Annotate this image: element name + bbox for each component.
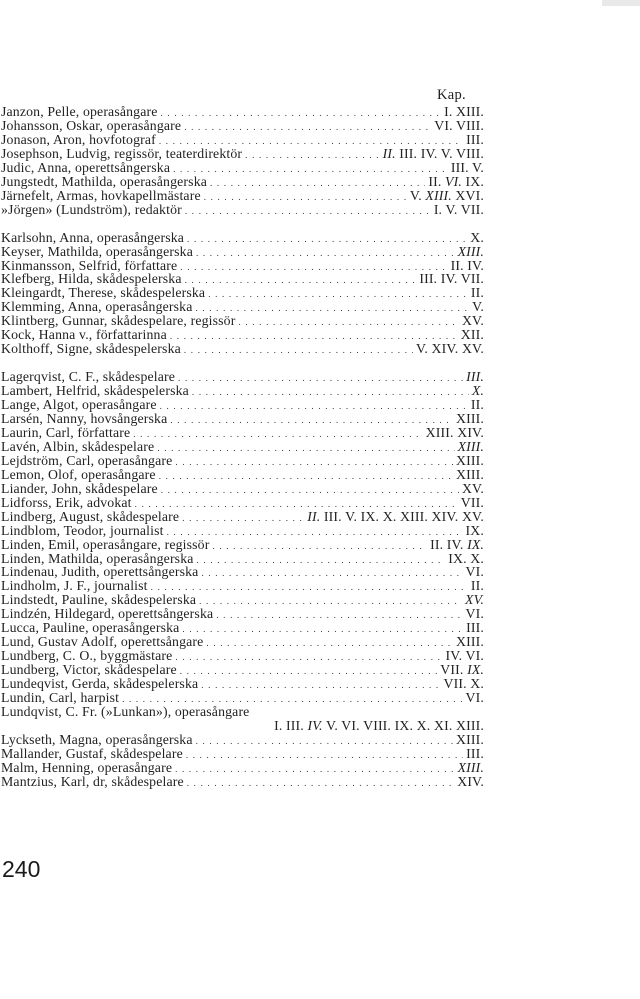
index-entry xyxy=(1,411,484,426)
chapter-ref: XII. xyxy=(460,327,484,343)
index-entry xyxy=(1,606,484,621)
entry-name: Linden, Emil, operasångare, regissör xyxy=(1,536,210,552)
index-entry xyxy=(1,453,484,468)
index-entry xyxy=(1,634,484,649)
chapter-ref: XV. xyxy=(461,313,484,329)
chapter-ref: III. xyxy=(466,745,484,761)
chapter-ref: III. xyxy=(466,369,484,385)
chapter-ref: XVI. xyxy=(451,187,484,203)
index-entry xyxy=(1,746,484,761)
chapter-ref: V. VI. VIII. IX. X. XI. XIII. xyxy=(322,717,484,733)
chapter-refs xyxy=(462,481,484,496)
entry-name: Lundqvist, C. Fr. (»Lunkan»), operasångare xyxy=(1,703,250,719)
chapter-ref: V. xyxy=(472,299,484,315)
chapter-ref: XIII. xyxy=(456,452,484,468)
chapter-refs xyxy=(458,760,484,775)
index-entry xyxy=(1,439,484,454)
index-entry xyxy=(1,104,484,119)
entry-name: Lagerqvist, C. F., skådespelare xyxy=(1,369,176,385)
chapter-refs xyxy=(466,523,484,538)
index-entry xyxy=(1,774,484,789)
index-entry xyxy=(1,174,484,189)
dot-leader xyxy=(187,774,454,791)
index-entry xyxy=(1,537,484,552)
chapter-refs xyxy=(472,299,484,314)
entry-name: Lindzén, Hildegard, operettsångerska xyxy=(1,606,214,622)
chapter-refs xyxy=(471,285,484,300)
chapter-refs xyxy=(456,467,484,482)
chapter-refs xyxy=(419,271,484,286)
chapter-refs xyxy=(383,146,484,161)
entry-name: Laurin, Carl, författare xyxy=(1,424,131,440)
entry-name: Janzon, Pelle, operasångare xyxy=(1,104,158,119)
chapter-ref: XIII. xyxy=(457,759,484,775)
entry-name: Linden, Mathilda, operasångerska xyxy=(1,550,194,566)
chapter-ref: IX. X. xyxy=(448,550,484,566)
chapter-refs xyxy=(471,578,484,593)
entry-name: Lejdström, Carl, operasångare xyxy=(1,452,173,468)
chapter-refs xyxy=(466,132,484,147)
chapter-refs xyxy=(466,746,484,761)
chapter-ref: VII. xyxy=(440,662,468,678)
entry-name: Josephson, Ludvig, regissör, teaterdirektör xyxy=(1,145,243,161)
entry-name: Lidforss, Erik, advokat xyxy=(1,494,132,510)
chapter-refs-continued xyxy=(179,718,484,733)
chapter-refs xyxy=(466,690,484,705)
chapter-ref: III. V. IX. X. XIII. XIV. XV. xyxy=(320,508,484,524)
chapter-refs xyxy=(462,313,484,328)
chapter-ref: VI. xyxy=(465,606,484,622)
chapter-refs xyxy=(451,160,484,175)
entry-name: Larsén, Nanny, hovsångerska xyxy=(1,411,168,426)
chapter-refs xyxy=(416,341,484,356)
index-entry xyxy=(1,732,484,747)
entry-name: Kock, Hanna v., författarinna xyxy=(1,327,167,343)
chapter-refs xyxy=(471,397,484,412)
entry-name: Lindblom, Teodor, journalist xyxy=(1,522,164,538)
index-entry xyxy=(1,369,484,384)
index-entry xyxy=(1,202,484,217)
chapter-ref: II. xyxy=(470,578,484,594)
chapter-ref: II. xyxy=(307,508,321,524)
entry-name: Lundberg, Victor, skådespelare xyxy=(1,662,177,678)
chapter-refs xyxy=(430,537,484,552)
chapter-refs xyxy=(456,732,484,747)
entry-name: Jonason, Aron, hovfotograf xyxy=(1,131,156,147)
index-entry xyxy=(1,425,484,440)
chapter-ref: XIII. xyxy=(425,187,452,203)
chapter-refs xyxy=(458,439,484,454)
index-entry xyxy=(1,523,484,538)
index-entry xyxy=(1,118,484,133)
chapter-refs xyxy=(466,620,484,635)
chapter-refs xyxy=(443,676,484,691)
chapter-ref: XIII. xyxy=(457,438,484,454)
index-entry xyxy=(1,188,484,203)
chapter-ref: V. xyxy=(409,187,426,203)
chapter-ref: II. xyxy=(382,145,396,161)
entry-name: Judic, Anna, operettsångerska xyxy=(1,159,171,175)
entry-name: Lambert, Helfrid, skådespelerska xyxy=(1,383,189,399)
chapter-ref: XV. xyxy=(461,480,484,496)
entry-name: Lindholm, J. F., journalist xyxy=(1,578,148,594)
chapter-refs xyxy=(307,509,484,524)
dot-leader xyxy=(184,341,413,358)
entry-name: Malm, Henning, operasångare xyxy=(1,759,173,775)
chapter-refs xyxy=(428,174,484,189)
chapter-ref: IX. xyxy=(461,173,484,189)
chapter-refs xyxy=(444,104,484,119)
chapter-ref: III. xyxy=(466,620,484,636)
chapter-refs xyxy=(461,327,484,342)
chapter-refs xyxy=(410,188,484,203)
entry-name: Klintberg, Gunnar, skådespelare, regissör xyxy=(1,313,236,329)
chapter-refs xyxy=(456,453,484,468)
entry-name: Lundin, Carl, harpist xyxy=(1,690,120,705)
chapter-ref: IV. VI. xyxy=(445,648,484,664)
chapter-ref: XIII. xyxy=(456,731,484,747)
chapter-refs xyxy=(456,411,484,426)
index-entry xyxy=(1,397,484,412)
entry-name: Mantzius, Karl, dr, skådespelare xyxy=(1,773,184,789)
chapter-ref: III. IV. V. VIII. xyxy=(395,145,484,161)
chapter-refs xyxy=(456,634,484,649)
chapter-ref: X. xyxy=(471,383,484,399)
chapter-refs xyxy=(434,202,484,217)
chapter-ref: VI. xyxy=(465,564,484,580)
chapter-ref: XIII. xyxy=(457,243,484,259)
chapter-ref: XIII. xyxy=(456,411,484,426)
entry-name: Järnefelt, Armas, hovkapellmästare xyxy=(1,187,201,203)
chapter-ref: V. XIV. XV. xyxy=(416,341,484,357)
chapter-ref: VII. X. xyxy=(443,676,484,692)
index-entry xyxy=(1,383,484,398)
chapter-ref: IV. xyxy=(307,717,323,733)
index-entry xyxy=(1,481,484,496)
chapter-ref: XIV. xyxy=(457,773,484,789)
chapter-ref: IX. xyxy=(465,522,484,538)
chapter-refs xyxy=(466,369,484,384)
entry-name: »Jörgen» (Lundström), redaktör xyxy=(1,201,182,217)
entry-name: Karlsohn, Anna, operasångerska xyxy=(1,229,185,245)
chapter-ref: III. xyxy=(466,131,484,147)
dot-leader xyxy=(185,202,431,219)
chapter-refs xyxy=(465,592,484,607)
index-entry xyxy=(1,285,484,300)
chapter-ref: I. XIII. xyxy=(444,104,484,119)
chapter-ref: II. IV. xyxy=(450,257,484,273)
chapter-refs xyxy=(470,230,484,245)
chapter-refs xyxy=(466,564,484,579)
chapter-ref: II. xyxy=(470,397,484,413)
index-entry xyxy=(1,551,484,566)
entry-name: Lavén, Albin, skådespelare xyxy=(1,438,155,454)
chapter-ref: III. IV. VII. xyxy=(419,271,484,287)
chapter-refs xyxy=(461,495,484,510)
entry-name: Lund, Gustav Adolf, operettsångare xyxy=(1,634,204,650)
entry-name: Lucca, Pauline, operasångerska xyxy=(1,620,180,636)
index-entry xyxy=(1,648,484,663)
chapter-ref: XIII. xyxy=(456,466,484,482)
index-entry xyxy=(1,578,484,593)
entry-name: Jungstedt, Mathilda, operasångerska xyxy=(1,173,208,189)
scan-corner-mark xyxy=(602,0,640,6)
index-entry xyxy=(1,160,484,175)
chapter-ref: VI. xyxy=(465,690,484,705)
index-entry xyxy=(1,690,484,705)
chapter-refs xyxy=(458,244,484,259)
index-entry xyxy=(1,146,484,161)
index-entry xyxy=(1,258,484,273)
page-number: 240 xyxy=(2,856,41,882)
entry-name: Lindstedt, Pauline, skådespelerska xyxy=(1,592,197,608)
entry-name: Klefberg, Hilda, skådespelerska xyxy=(1,271,182,287)
entry-name: Klemming, Anna, operasångerska xyxy=(1,299,193,315)
chapter-refs xyxy=(448,551,484,566)
chapter-ref: XIII. xyxy=(456,634,484,650)
index-entry xyxy=(1,662,484,677)
chapter-ref: IX. xyxy=(467,662,484,678)
index-entry xyxy=(1,676,484,691)
chapter-refs xyxy=(440,662,484,677)
entry-name: Lemon, Olof, operasångare xyxy=(1,466,156,482)
chapter-ref: VI. VIII. xyxy=(434,117,484,133)
entry-name: Kinmansson, Selfrid, författare xyxy=(1,257,178,273)
entry-name: Lindberg, August, skådespelare xyxy=(1,508,180,524)
index-entry xyxy=(1,341,484,356)
chapter-refs xyxy=(457,774,484,789)
chapter-ref: VI. xyxy=(445,173,462,189)
entry-name: Keyser, Mathilda, operasångerska xyxy=(1,243,193,259)
chapter-refs xyxy=(451,258,484,273)
chapter-ref: XV. xyxy=(465,592,484,608)
chapter-ref: XIII. XIV. xyxy=(425,424,484,440)
index-entry xyxy=(1,564,484,579)
chapter-refs xyxy=(472,383,484,398)
index-entry xyxy=(1,299,484,314)
chapter-refs xyxy=(426,425,484,440)
chapter-ref: II. xyxy=(428,173,446,189)
chapter-refs xyxy=(434,118,484,133)
index-entry xyxy=(1,313,484,328)
entry-name: Mallander, Gustaf, skådespelare xyxy=(1,745,183,761)
index-entry xyxy=(1,620,484,635)
chapter-refs xyxy=(446,648,485,663)
index-entry xyxy=(1,760,484,775)
index-entry xyxy=(1,495,484,510)
index-entry xyxy=(1,327,484,342)
index-entry xyxy=(1,592,484,607)
chapter-ref: II. IV. xyxy=(430,536,468,552)
chapter-ref: X. xyxy=(470,229,484,245)
chapter-ref: I. V. VII. xyxy=(433,201,484,217)
entry-name: Liander, John, skådespelare xyxy=(1,480,158,496)
chapter-ref: III. V. xyxy=(450,159,484,175)
chapter-ref: IX. xyxy=(467,536,484,552)
entry-name: Lange, Algot, operasångare xyxy=(1,397,157,413)
entry-name: Kleingardt, Therese, skådespelerska xyxy=(1,285,206,301)
chapter-ref: I. III. xyxy=(274,717,308,733)
entry-name: Lundeqvist, Gerda, skådespelerska xyxy=(1,676,199,692)
index-entry xyxy=(1,467,484,482)
entry-name: Lyckseth, Magna, operasångerska xyxy=(1,731,193,747)
chapter-ref: VII. xyxy=(460,494,484,510)
index-entry xyxy=(1,132,484,147)
index-entry xyxy=(1,244,484,259)
entry-name: Lindenau, Judith, operettsångerska xyxy=(1,564,199,580)
chapter-ref: II. xyxy=(470,285,484,301)
index-entry xyxy=(1,230,484,245)
chapter-refs xyxy=(466,606,484,621)
entry-name: Johansson, Oskar, operasångare xyxy=(1,117,182,133)
index-entry xyxy=(1,704,484,719)
entry-name: Lundberg, C. O., byggmästare xyxy=(1,648,173,664)
index-entry xyxy=(1,509,484,524)
entry-name: Kolthoff, Signe, skådespelerska xyxy=(1,341,181,357)
index-entry xyxy=(1,271,484,286)
chapter-column-header: Kap. xyxy=(437,87,466,103)
